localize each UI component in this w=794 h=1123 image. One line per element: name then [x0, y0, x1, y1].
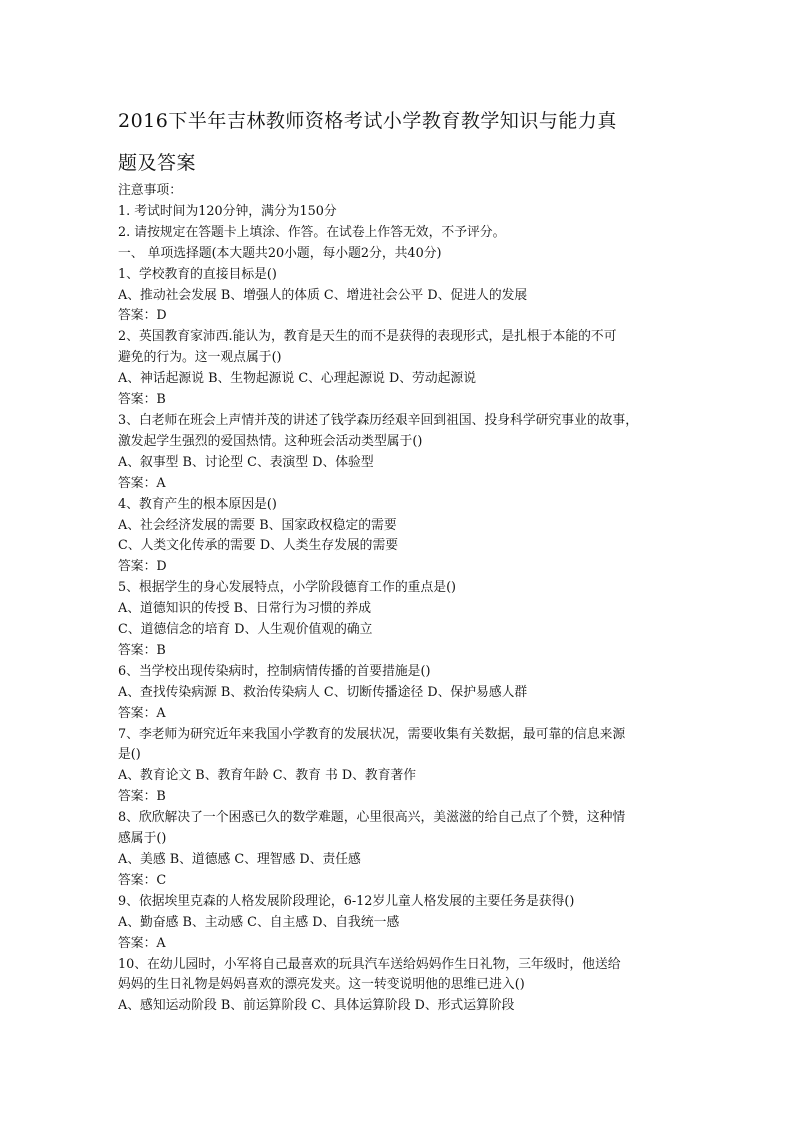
answer-line: 答案：A: [118, 705, 166, 721]
text-line: 激发起学生强烈的爱国热情。这种班会活动类型属于(): [118, 433, 423, 449]
answer-line: 答案：C: [118, 872, 167, 888]
answer-line: 答案：D: [118, 308, 167, 324]
options-line: A、推动社会发展 B、增强人的体质 C、增进社会公平 D、促进人的发展: [118, 287, 528, 303]
question-line: 9、依据埃里克森的人格发展阶段理论，6-12岁儿童人格发展的主要任务是获得(): [118, 893, 575, 909]
options-line: A、勤奋感 B、主动感 C、自主感 D、自我统一感: [118, 914, 400, 930]
text-line: 2. 请按规定在答题卡上填涂、作答。在试卷上作答无效，不予评分。: [118, 224, 506, 240]
answer-line: 答案：B: [118, 642, 166, 658]
question-line: 4、教育产生的根本原因是(): [118, 496, 277, 512]
question-line: 8、欣欣解决了一个困惑已久的数学难题，心里很高兴，美滋滋的给自己点了个赞，这种情: [118, 810, 626, 826]
answer-line: 答案：A: [118, 475, 166, 491]
question-line: 1、学校教育的直接目标是(): [118, 266, 277, 282]
title-line-1: 2016下半年吉林教师资格考试小学教育教学知识与能力真: [118, 110, 617, 132]
text-line: 避免的行为。这一观点属于(): [118, 350, 282, 366]
question-line: 7、李老师为研究近年来我国小学教育的发展状况，需要收集有关数据，最可靠的信息来源: [118, 726, 626, 742]
options-line: A、叙事型 B、讨论型 C、表演型 D、体验型: [118, 454, 374, 470]
text-line: 妈妈的生日礼物是妈妈喜欢的漂亮发夹。这一转变说明他的思维已进入(): [118, 977, 525, 993]
answer-line: 答案：B: [118, 789, 166, 805]
answer-line: 答案：A: [118, 935, 166, 951]
options-line: A、美感 B、道德感 C、理智感 D、责任感: [118, 852, 361, 867]
text-line: 注意事项：: [118, 183, 182, 198]
text-line: 感属于(): [118, 831, 167, 847]
document-title: [118, 100, 698, 184]
answer-line: 答案：B: [118, 392, 166, 408]
options-line: A、教育论文 B、教育年龄 C、教育 书 D、教育著作: [118, 768, 417, 784]
question-line: 5、根据学生的身心发展特点，小学阶段德育工作的重点是(): [118, 580, 457, 596]
options-line: A、神话起源说 B、生物起源说 C、心理起源说 D、劳动起源说: [118, 371, 477, 387]
options-line: A、感知运动阶段 B、前运算阶段 C、具体运算阶段 D、形式运算阶段: [118, 998, 515, 1014]
options-line: A、查找传染病源 B、救治传染病人 C、切断传播途径 D、保护易感人群: [118, 684, 528, 700]
text-line: 1. 考试时间为120分钟，满分为150分: [118, 203, 337, 219]
options-line: A、道德知识的传授 B、日常行为习惯的养成: [118, 601, 372, 617]
question-line: 2、英国教育家沛西.能认为，教育是天生的而不是获得的表现形式，是扎根于本能的不可: [118, 329, 617, 345]
text-line: 是(): [118, 747, 141, 763]
question-line: 10、在幼儿园时，小军将自己最喜欢的玩具汽车送给妈妈作生日礼物，三年级时，他送给: [118, 956, 621, 972]
text-line: 一、 单项选择题(本大题共20小题，每小题2分，共40分): [118, 245, 442, 261]
answer-line: 答案：D: [118, 559, 167, 575]
question-line: 3、白老师在班会上声情并茂的讲述了钱学森历经艰辛回到祖国、投身科学研究事业的故事，: [118, 412, 639, 428]
document-body: [118, 181, 708, 1017]
options-line: A、社会经济发展的需要 B、国家政权稳定的需要: [118, 517, 397, 533]
options-line: C、人类文化传承的需要 D、人类生存发展的需要: [118, 538, 399, 554]
options-line: C、道德信念的培育 D、人生观价值观的确立: [118, 622, 373, 638]
title-line-2: 题及答案: [118, 152, 197, 174]
question-line: 6、当学校出现传染病时，控制病情传播的首要措施是(): [118, 663, 431, 679]
